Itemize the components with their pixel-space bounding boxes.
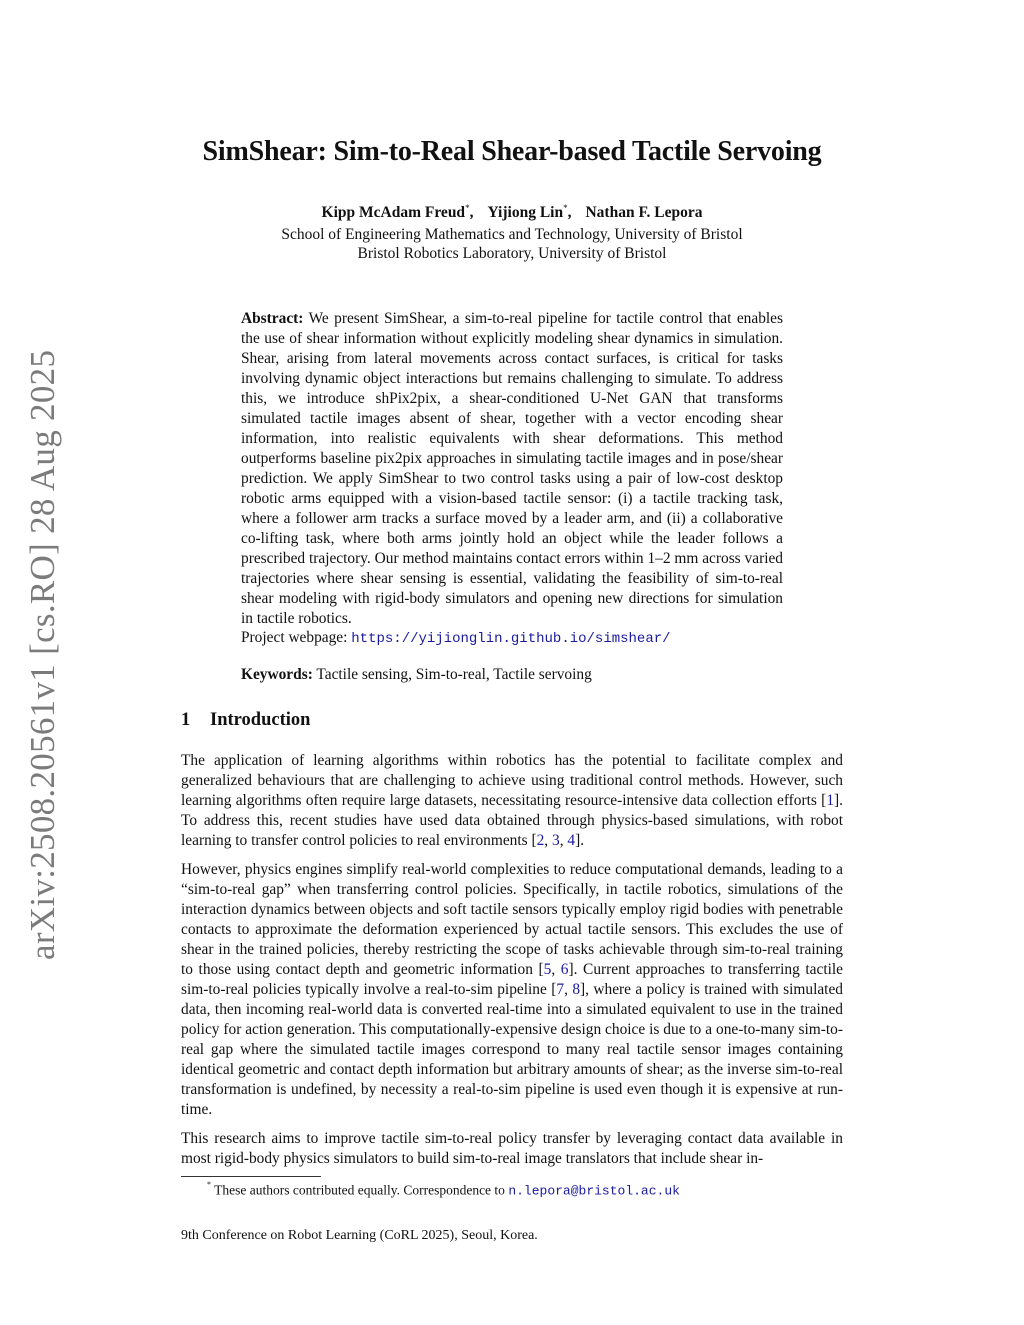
footnote-divider xyxy=(181,1176,321,1177)
author-name: Kipp McAdam Freud xyxy=(321,204,466,222)
paragraph: However, physics engines simplify real-world complexities to reduce computational demands, leading to a “sim-to-real gap” when transferring control policies. Specifically, in tactile robotics, simulations of the interaction dynamics between objects and soft tactile sensors typically employ rigid bodies with penetrable contacts to approximate the deformation experienced by actual tactile sensors. This excludes the use of shear in the trained policies, thereby restricting the scope of tasks achievable through sim-to-real training to those using contact depth and geometric information [5, 6]. Current approaches to transferring tactile sim-to-real policies typically involve a real-to-sim pipeline [7, 8], where a policy is trained with simulated data, then incoming real-world data is converted real-time into a simulated equivalent to use in the trained policy for action generation. This computationally-expensive design choice is due to a one-to-many sim-to-real gap where the simulated tactile images correspond to many real tactile sensor images containing identical geometric and contact depth information but arbitrary amounts of shear; as the inverse sim-to-real transformation is undefined, by necessity a real-to-sim pipeline is used even though it is expensive at run-time. xyxy=(181,861,843,1118)
abstract xyxy=(241,309,783,629)
author-list: Kipp McAdam Freud*, Yijiong Lin*, Nathan F. Lepora xyxy=(321,203,703,222)
venue-note: 9th Conference on Robot Learning (CoRL 2025), Seoul, Korea. xyxy=(181,1228,538,1243)
citation-link[interactable]: 8 xyxy=(572,981,581,998)
keywords-label: Keywords: xyxy=(241,666,313,683)
citation-link[interactable]: 7 xyxy=(556,981,565,998)
paragraph-text: The application of learning algorithms within robotics has the potential to facilitate complex and generalized behaviours that are challenging to achieve using traditional control methods. However, such learning algorithms often require large datasets, necessitating resource-intensive data collection efforts [ xyxy=(181,752,843,809)
project-webpage xyxy=(241,629,671,647)
citation-link[interactable]: 5 xyxy=(543,961,552,978)
footnote xyxy=(207,1182,680,1199)
paragraph-text: ]. To address this, recent studies have used data obtained through physics-based simulations, with robot learning to transfer control policies to real environments [ xyxy=(181,792,843,849)
abstract-text: We present SimShear, a sim-to-real pipeline for tactile control that enables the use of shear information without explicitly modeling shear dynamics in simulation. Shear, arising from lateral movements across contact surfaces, is critical for tasks involving dynamic object interactions but remains challenging to simulate. To address this, we introduce shPix2pix, a shear-conditioned U-Net GAN that transforms simulated tactile images absent of shear, together with a vector encoding shear information, into realistic equivalents with shear deformations. This method outperforms baseline pix2pix approaches in simulating tactile images and in pose/shear prediction. We apply SimShear to two control tasks using a pair of low-cost desktop robotic arms equipped with a vision-based tactile sensor: (i) a tactile tracking task, where a follower arm tracks a surface moved by a leader arm, and (ii) a collaborative co-lifting task, where both arms jointly hold an object while the leader follows a prescribed trajectory. Our method maintains contact errors within 1–2 mm across varied trajectories where shear sensing is essential, validating the feasibility of sim-to-real shear modeling with rigid-body simulators and opening new directions for simulation in tactile robotics. xyxy=(241,310,783,627)
section-heading xyxy=(181,710,310,731)
abstract-label: Abstract: xyxy=(241,310,304,327)
paragraph-text: ]. Current approaches to transferring tactile sim-to-real policies typically involve a real-to-sim pipeline [ xyxy=(181,961,843,998)
paragraph: This research aims to improve tactile sim-to-real policy transfer by leveraging contact data available in most rigid-body physics simulators to build sim-to-real image translators that include shear in- xyxy=(181,1130,843,1167)
paragraph-text: ], where a policy is trained with simulated data, then incoming real-world data is converted real-time into a simulated equivalent to use in the trained policy for action generation. This computationally-expensive design choice is due to a one-to-many sim-to-real gap where the simulated tactile images correspond to many real tactile sensor images containing identical geometric and contact depth information but arbitrary amounts of shear; as the inverse sim-to-real transformation is undefined, by necessity a real-to-sim pipeline is used even though it is expensive at run-time. xyxy=(181,981,843,1118)
equal-contribution-mark: * xyxy=(563,203,568,213)
author-name: Yijiong Lin xyxy=(487,204,564,222)
paper-title: SimShear: Sim-to-Real Shear-based Tactile Servoing xyxy=(202,136,822,167)
keywords xyxy=(241,666,592,684)
section-number: 1 xyxy=(181,710,191,730)
paragraph-text: However, physics engines simplify real-world complexities to reduce computational demands, leading to a “sim-to-real gap” when transferring control policies. Specifically, in tactile robotics, simulations of the interaction dynamics between objects and soft tactile sensors typically employ rigid bodies with penetrable contacts to approximate the deformation experienced by actual tactile sensors. This excludes the use of shear in the trained policies, thereby restricting the scope of tasks achievable through sim-to-real training to those using contact depth and geometric information [ xyxy=(181,861,843,978)
arxiv-identifier: arXiv:2508.20561v1 [cs.RO] 28 Aug 2025 xyxy=(23,349,62,960)
affiliation: School of Engineering Mathematics and Technology, University of Bristol xyxy=(281,226,743,243)
paragraph: The application of learning algorithms within robotics has the potential to facilitate complex and generalized behaviours that are challenging to achieve using traditional control methods. However, such learning algorithms often require large datasets, necessitating resource-intensive data collection efforts [1]. To address this, recent studies have used data obtained through physics-based simulations, with robot learning to transfer control policies to real environments [2, 3, 4]. xyxy=(181,752,843,849)
section-title: Introduction xyxy=(210,710,311,730)
project-label: Project webpage: xyxy=(241,629,348,646)
author-name: Nathan F. Lepora xyxy=(585,204,703,222)
citation-link[interactable]: 1 xyxy=(826,792,835,809)
paragraph-text: ]. xyxy=(575,832,585,849)
keywords-text: Tactile sensing, Sim-to-real, Tactile servoing xyxy=(316,666,592,683)
project-link[interactable]: https://yijionglin.github.io/simshear/ xyxy=(351,631,671,647)
equal-contribution-mark: * xyxy=(465,203,470,213)
citation-link[interactable]: 3 xyxy=(551,832,560,849)
affiliation: Bristol Robotics Laboratory, University of Bristol xyxy=(357,245,667,262)
correspondence-email-link[interactable]: n.lepora@bristol.ac.uk xyxy=(508,1183,680,1199)
citation-link[interactable]: 4 xyxy=(567,832,576,849)
citation-link[interactable]: 2 xyxy=(536,832,545,849)
footnote-mark: * xyxy=(207,1180,211,1189)
citation-link[interactable]: 6 xyxy=(560,961,569,978)
footnote-text: These authors contributed equally. Correspondence to xyxy=(214,1182,505,1198)
